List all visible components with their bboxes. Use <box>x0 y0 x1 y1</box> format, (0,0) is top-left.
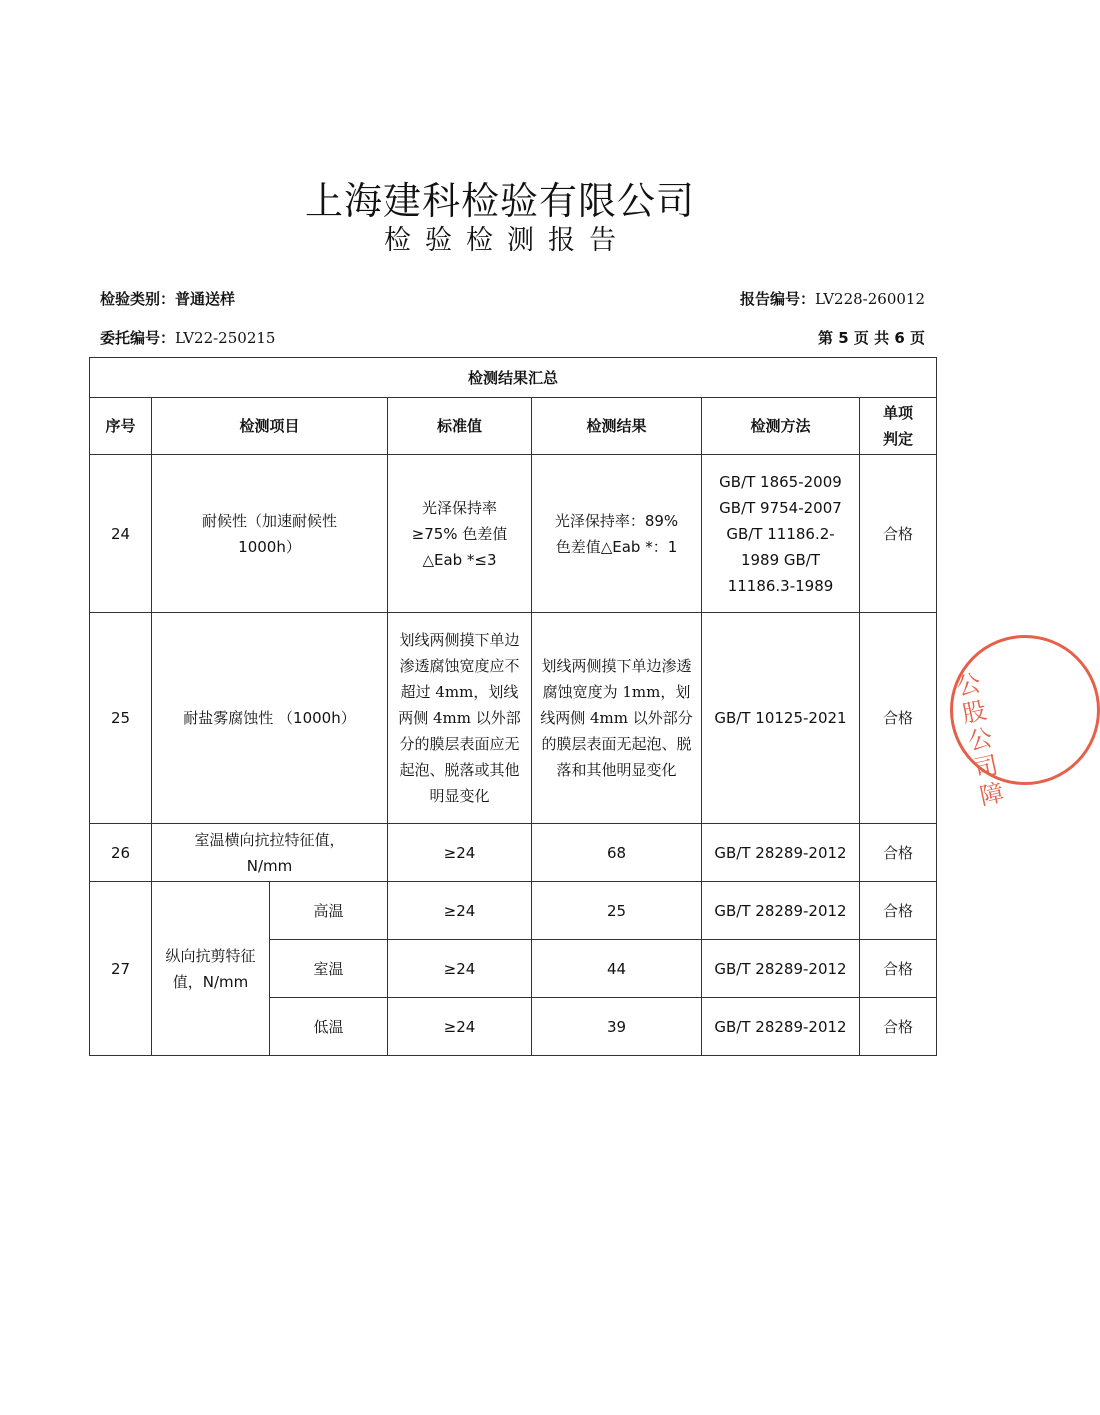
header-verdict-line2: 判定 <box>883 430 914 448</box>
row-condition: 低温 <box>270 998 388 1056</box>
company-name: 上海建科检验有限公司 <box>304 179 695 223</box>
row-item: 室温横向抗拉特征值，N/mm <box>152 824 388 882</box>
row-result: 光泽保持率：89% 色差值△Eab *：1 <box>532 455 702 613</box>
row-condition: 室温 <box>270 940 388 998</box>
header-item: 检测项目 <box>152 398 388 455</box>
category-label: 检验类别： <box>100 290 176 308</box>
row-no: 26 <box>90 824 152 882</box>
row-method: GB/T 10125-2021 <box>702 613 860 824</box>
row-result: 25 <box>532 882 702 940</box>
row-standard: ≥24 <box>388 940 532 998</box>
header-no: 序号 <box>90 398 152 455</box>
seal-text: 公股公司障 <box>953 668 1007 811</box>
row-result: 划线两侧摸下单边渗透腐蚀宽度为 1mm，划线两侧 4mm 以外部分的膜层表面无起泡、脱落和其他明显变化 <box>532 613 702 824</box>
row-method: GB/T 28289-2012 <box>702 940 860 998</box>
report-number-value: LV228-260012 <box>815 290 925 308</box>
row-method: GB/T 28289-2012 <box>702 998 860 1056</box>
category-value: 普通送样 <box>175 290 236 308</box>
row-result: 44 <box>532 940 702 998</box>
header-standard: 标准值 <box>388 398 532 455</box>
results-table <box>89 357 937 1056</box>
commission-value: LV22-250215 <box>175 329 276 347</box>
row-verdict: 合格 <box>860 613 937 824</box>
row-verdict: 合格 <box>860 824 937 882</box>
row-standard: ≥24 <box>388 882 532 940</box>
report-number <box>740 288 925 309</box>
inspection-category <box>100 288 235 309</box>
row-standard: 划线两侧摸下单边渗透腐蚀宽度应不超过 4mm，划线两侧 4mm 以外部分的膜层表面应无起泡、脱落或其他明显变化 <box>388 613 532 824</box>
table-row <box>90 824 937 882</box>
row-item: 耐候性（加速耐候性 1000h） <box>152 455 388 613</box>
row-verdict: 合格 <box>860 455 937 613</box>
row-method: GB/T 28289-2012 <box>702 882 860 940</box>
company-seal <box>950 635 1100 811</box>
row-standard: ≥24 <box>388 824 532 882</box>
row-verdict: 合格 <box>860 998 937 1056</box>
page-info: 第 5 页 共 6 页 <box>818 329 925 347</box>
commission-number <box>100 327 275 348</box>
row-standard: ≥24 <box>388 998 532 1056</box>
row-condition: 高温 <box>270 882 388 940</box>
row-standard: 光泽保持率 ≥75% 色差值△Eab *≤3 <box>388 455 532 613</box>
row-verdict: 合格 <box>860 882 937 940</box>
header-verdict <box>860 398 937 455</box>
row-no: 24 <box>90 455 152 613</box>
row-no: 25 <box>90 613 152 824</box>
report-number-label: 报告编号： <box>740 290 816 308</box>
row-verdict: 合格 <box>860 940 937 998</box>
header-method: 检测方法 <box>702 398 860 455</box>
row-method: GB/T 28289-2012 <box>702 824 860 882</box>
row-item: 耐盐雾腐蚀性 （1000h） <box>152 613 388 824</box>
header-result: 检测结果 <box>532 398 702 455</box>
table-row <box>90 613 937 824</box>
row-result: 39 <box>532 998 702 1056</box>
header-verdict-line1: 单项 <box>883 404 914 422</box>
table-row <box>90 455 937 613</box>
row-no: 27 <box>90 882 152 1056</box>
row-item: 纵向抗剪特征值，N/mm <box>152 882 270 1056</box>
report-title: 检验检测报告 <box>384 225 630 256</box>
row-method: GB/T 1865-2009 GB/T 9754-2007 GB/T 11186.2-1989 GB/T 11186.3-1989 <box>702 455 860 613</box>
table-row <box>90 882 937 940</box>
row-result: 68 <box>532 824 702 882</box>
commission-label: 委托编号： <box>100 329 176 347</box>
table-caption: 检测结果汇总 <box>90 358 937 398</box>
